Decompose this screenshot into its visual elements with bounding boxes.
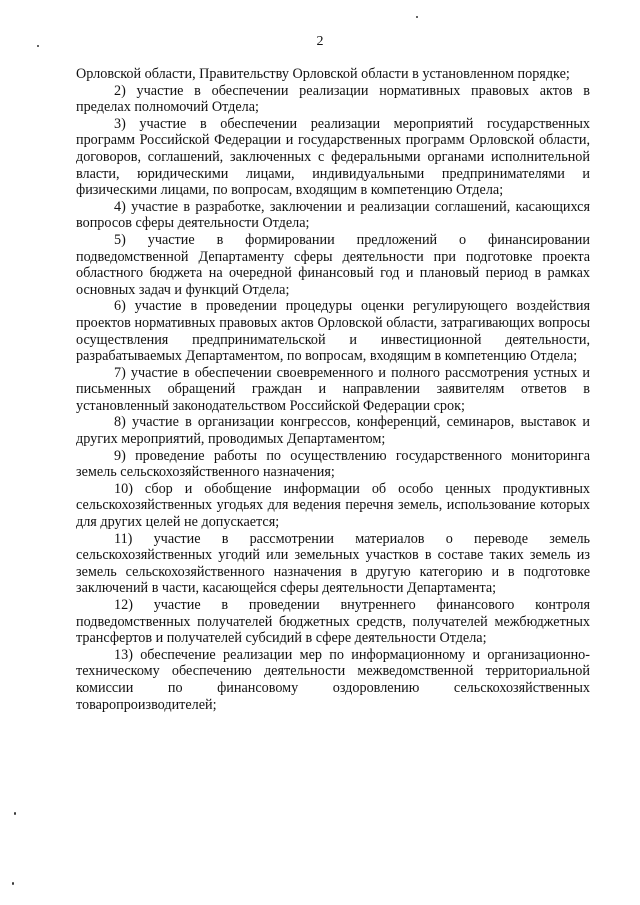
page-number: 2 — [316, 34, 324, 49]
paragraph: 11) участие в рассмотрении материалов о переводе земель сельскохозяйственных угодий или земельных участков в составе таких земель из земель сельскохозяйственного назначения в другую категорию и в подготовке заключений в части, касающейся сферы деятельности Департамента; — [76, 530, 590, 597]
scan-speck — [416, 16, 418, 18]
paragraph: 9) проведение работы по осуществлению государственного мониторинга земель сельскохозяйственного назначения; — [76, 447, 590, 481]
paragraph: 7) участие в обеспечении своевременного и полного рассмотрения устных и письменных обращений граждан и направлении заявителям ответов в установленный законодательством Российской Федерации срок; — [76, 364, 590, 414]
paragraph: 6) участие в проведении процедуры оценки регулирующего воздействия проектов нормативных правовых актов Орловской области, затрагивающих вопросы осуществления предпринимательской и инвестиционной деятельности, разрабатываемых Департаментом, по вопросам, входящим в компетенцию Отдела; — [76, 298, 590, 365]
paragraph: 2) участие в обеспечении реализации нормативных правовых актов в пределах полномочий Отдела; — [76, 82, 590, 116]
scan-speck — [12, 882, 14, 885]
scan-speck — [14, 812, 16, 815]
paragraph: Орловской области, Правительству Орловской области в установленном порядке; — [76, 66, 570, 82]
document-body — [76, 66, 590, 713]
paragraph: 13) обеспечение реализации мер по информационному и организационно-техническому обеспечению деятельности межведомственной территориальной комиссии по финансовому оздоровлению сельскохозяйственных товаропроизводителей; — [76, 646, 590, 713]
paragraph: 4) участие в разработке, заключении и реализации соглашений, касающихся вопросов сферы деятельности Отдела; — [76, 198, 590, 232]
paragraph: 10) сбор и обобщение информации об особо ценных продуктивных сельскохозяйственных угодьях для ведения перечня земель, использование которых для других целей не допускается; — [76, 480, 590, 531]
paragraph: 3) участие в обеспечении реализации мероприятий государственных программ Российской Федерации и государственных программ Орловской области, договоров, соглашений, заключенных с федеральными органами исполнительной власти, юридическими лицами, индивидуальными предпринимателями и физическими лицами, по вопросам, входящим в компетенцию Отдела; — [76, 115, 590, 199]
paragraph: 8) участие в организации конгрессов, конференций, семинаров, выставок и других мероприятий, проводимых Департаментом; — [76, 414, 590, 448]
paragraph: 5) участие в формировании предложений о финансировании подведомственной Департаменту сферы деятельности при подготовке проекта областного бюджета на очередной финансовый год и плановый период в рамках основных задач и функций Отдела; — [76, 231, 590, 298]
paragraph: 12) участие в проведении внутреннего финансового контроля подведомственных получателей бюджетных средств, получателей межбюджетных трансфертов и получателей субсидий в сфере деятельности Отдела; — [76, 597, 590, 647]
